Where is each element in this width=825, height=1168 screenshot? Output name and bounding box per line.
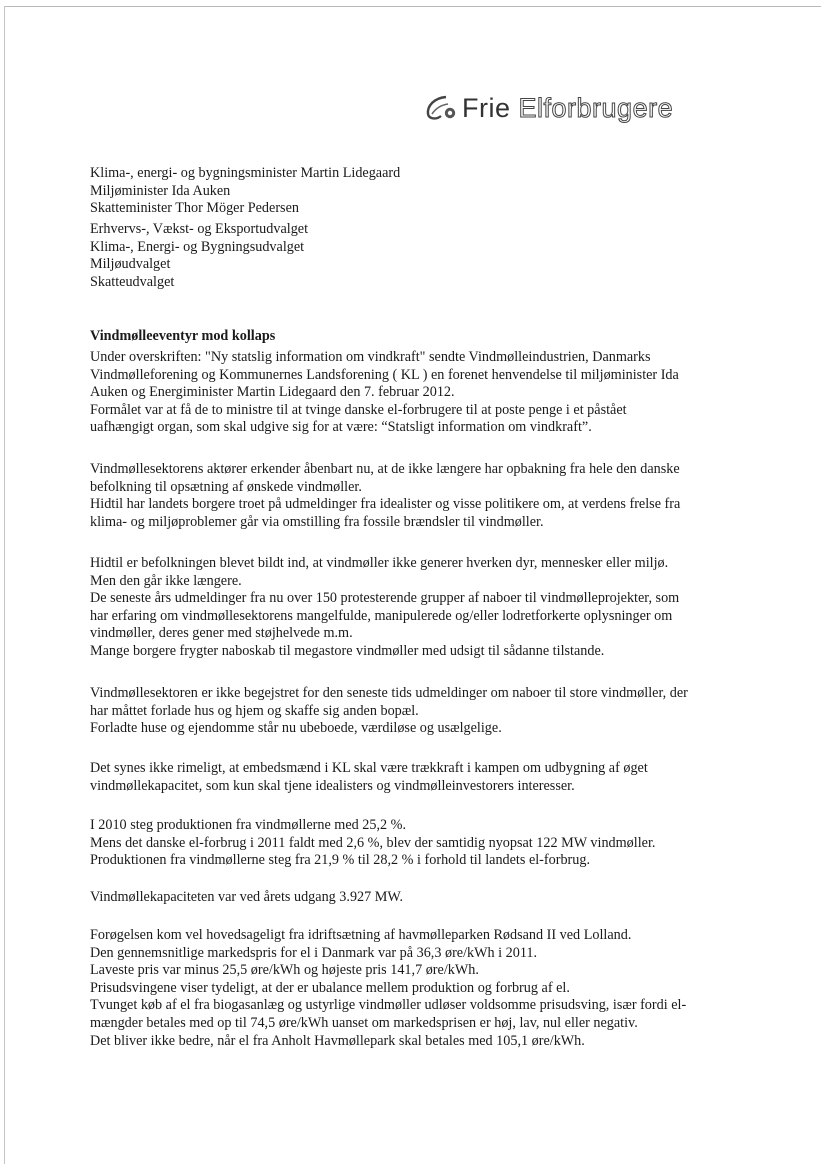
- body-line: I 2010 steg produktionen fra vindmøllerne med 25,2 %.: [90, 817, 406, 833]
- paragraph-7: [90, 889, 770, 907]
- logo-wordmark: [462, 93, 673, 124]
- body-line: Det synes ikke rimeligt, at embedsmænd i KL skal være trækkraft i kampen om udbygning af øget: [90, 760, 648, 776]
- recipient-line: Klima-, Energi- og Bygningsudvalget: [90, 238, 305, 255]
- body-line: Vindmøllesektoren er ikke begejstret for den seneste tids udmeldinger om naboer til store vindmøller, der: [90, 685, 688, 701]
- body-line: Vindmøllekapaciteten var ved årets udgang 3.927 MW.: [90, 889, 404, 905]
- body-line: Vindmøllesektorens aktører erkender åbenbart nu, at de ikke længere har opbakning fra hele den danske: [90, 461, 680, 477]
- body-line: De seneste års udmeldinger fra nu over 150 protesterende grupper af naboer til vindmølleprojekter, som: [90, 590, 680, 607]
- paragraph-3: [90, 555, 770, 661]
- body-line: Prisudsvingene viser tydeligt, at der er ubalance mellem produktion og forbrug af el.: [90, 979, 570, 996]
- logo-word-frie: Frie: [462, 92, 511, 123]
- body-line: vindmøller, deres gener med støjhelvede m.m.: [90, 625, 353, 642]
- recipient-line: Skatteminister Thor Möger Pedersen: [90, 200, 299, 217]
- body-line: Produktionen fra vindmøllerne steg fra 21,9 % til 28,2 % i forhold til landets el-forbrug.: [90, 852, 590, 869]
- logo-word-elforbrugere: Elforbrugere: [518, 92, 674, 123]
- body-line: Under overskriften: "Ny statslig information om vindkraft" sendte Vindmølleindustrien, Danmarks: [90, 349, 651, 365]
- paragraph-2: [90, 461, 770, 531]
- body-line: Forladte huse og ejendomme står nu ubeboede, værdiløse og usælgelige.: [90, 720, 502, 737]
- body-line: Mange borgere frygter naboskab til megastore vindmøller med udsigt til sådanne tilstande.: [90, 642, 605, 659]
- body-line: Men den går ikke længere.: [90, 572, 242, 589]
- body-line: befolkning til opsætning af ønskede vindmøller.: [90, 478, 362, 495]
- body-line: Det bliver ikke bedre, når el fra Anholt Havmøllepark skal betales med 105,1 øre/kWh.: [90, 1032, 585, 1049]
- paragraph-8: [90, 927, 770, 1050]
- recipient-line: Skatteudvalget: [90, 273, 175, 290]
- paragraph-6: [90, 817, 770, 870]
- body-line: Hidtil har landets borgere troet på udmeldinger fra idealister og visse politikere om, at verdens frelse fra: [90, 496, 681, 513]
- leaf-swirl-icon: [424, 94, 458, 122]
- page-edge-left: [4, 6, 5, 1164]
- body-line: har erfaring om vindmøllesektorens mangelfulde, manipulerede og/eller lodretforkerte oplysninger om: [90, 607, 673, 624]
- letterhead-logo: [424, 90, 673, 126]
- body-line: har måttet forlade hus og hjem og skaffe sig anden bopæl.: [90, 702, 419, 719]
- body-line: Laveste pris var minus 25,5 øre/kWh og højeste pris 141,7 øre/kWh.: [90, 962, 479, 979]
- letter-heading: Vindmølleeventyr mod kollaps: [90, 328, 276, 344]
- paragraph-4: [90, 685, 770, 738]
- body-line: Vindmølleforening og Kommunernes Landsforening ( KL ) en forenet henvendelse til miljøminister Ida: [90, 366, 679, 383]
- body-line: Den gennemsnitlige markedspris for el i Danmark var på 36,3 øre/kWh i 2011.: [90, 944, 538, 961]
- body-line: mængder betales med op til 74,5 øre/kWh uanset om markedsprisen er høj, lav, nul eller negativ.: [90, 1014, 638, 1031]
- body-line: klima- og miljøproblemer går via omstilling fra fossile brændsler til vindmøller.: [90, 513, 544, 530]
- paragraph-5: [90, 760, 770, 795]
- recipients-committees: [90, 221, 770, 291]
- body-line: Auken og Energiminister Martin Lidegaard den 7. februar 2012.: [90, 384, 455, 401]
- body-line: vindmøllekapacitet, som kun skal tjene idealisters og vindmølleinvestorers interesser.: [90, 777, 575, 794]
- recipient-line: Miljøudvalget: [90, 256, 171, 273]
- recipients-ministers: [90, 165, 770, 218]
- recipient-line: Erhvervs-, Vækst- og Eksportudvalget: [90, 221, 309, 237]
- recipient-line: Klima-, energi- og bygningsminister Martin Lidegaard: [90, 165, 401, 181]
- recipient-line: Miljøminister Ida Auken: [90, 182, 231, 199]
- paragraph-1: [90, 349, 770, 437]
- body-line: Formålet var at få de to ministre til at tvinge danske el-forbrugere til at poste penge i et påstået: [90, 401, 627, 418]
- body-line: Mens det danske el-forbrug i 2011 faldt med 2,6 %, blev der samtidig nyopsat 122 MW vindmøller.: [90, 834, 656, 851]
- body-line: Tvunget køb af el fra biogasanlæg og ustyrlige vindmøller udløser voldsomme prisudsving, især fordi el-: [90, 997, 687, 1014]
- page-edge-top: [4, 6, 821, 7]
- body-line: Forøgelsen kom vel hovedsageligt fra idriftsætning af havmølleparken Rødsand II ved Lolland.: [90, 927, 632, 943]
- body-line: Hidtil er befolkningen blevet bildt ind, at vindmøller ikke generer hverken dyr, mennesker eller miljø.: [90, 555, 669, 571]
- body-line: uafhængigt organ, som skal udgive sig for at være: “Statsligt information om vindkraft”.: [90, 419, 592, 436]
